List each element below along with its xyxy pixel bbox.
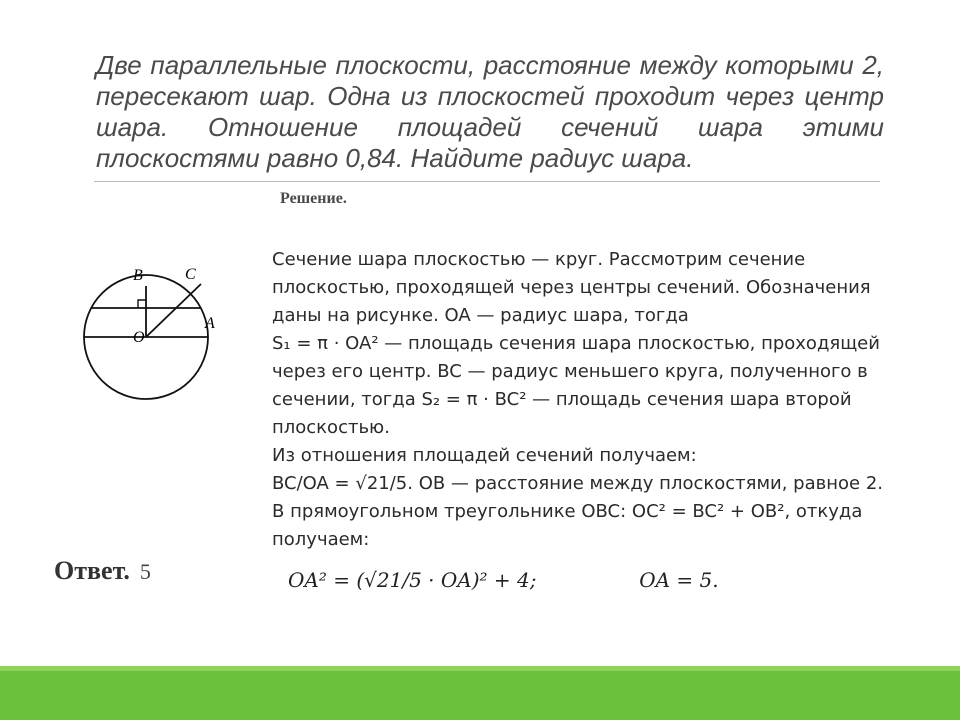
answer-value: 5 [139,559,151,584]
solution-line: BC/OA = √21/5. OB — расстояние между плоскостями, равное 2. [272,473,883,494]
solution-line: получаем: [272,529,370,550]
sphere-section-figure [78,262,238,412]
solution-line: S₁ = π · OA² — площадь сечения шара плоскостью, проходящей [272,333,880,354]
solution-line: через его центр. BC — радиус меньшего круга, полученного в [272,361,868,382]
solution-line: сечении, тогда S₂ = π · BC² — площадь сечения шара второй [272,389,852,410]
segment-oc [146,284,201,337]
problem-statement: Две параллельные плоскости, расстояние между которыми 2, пересекают шар. Одна из плоскостей проходит через центр шара. Отношение площадей сечений шара этими плоскостями равно 0,84. Найдите радиус шара. [96,50,884,173]
solution-line: плоскостью, проходящей через центры сечений. Обозначения [272,277,871,298]
bottom-bar-stripe [0,666,960,671]
formula-left: OA² = (√21/5 · OA)² + 4; [288,568,537,592]
solution-line: Из отношения площадей сечений получаем: [272,445,697,466]
divider [94,181,880,182]
answer [54,556,151,586]
solution-line: В прямоугольном треугольнике OBC: OC² = BC² + OB², откуда [272,501,863,522]
label-b: B [133,267,143,284]
label-c: C [185,266,196,283]
solution-line: плоскостью. [272,417,390,438]
right-angle-mark [138,300,146,308]
formula-right: OA = 5. [639,568,719,592]
label-a: A [205,315,215,332]
bottom-bar [0,666,960,720]
solution-block [266,190,926,550]
solution-line: Сечение шара плоскостью — круг. Рассмотрим сечение [272,249,806,270]
answer-label: Ответ. [54,556,130,585]
solution-heading: Решение. [280,190,347,207]
solution-text [272,246,932,554]
final-formula [288,568,719,592]
solution-line: даны на рисунке. OA — радиус шара, тогда [272,305,689,326]
label-o: O [133,329,145,346]
